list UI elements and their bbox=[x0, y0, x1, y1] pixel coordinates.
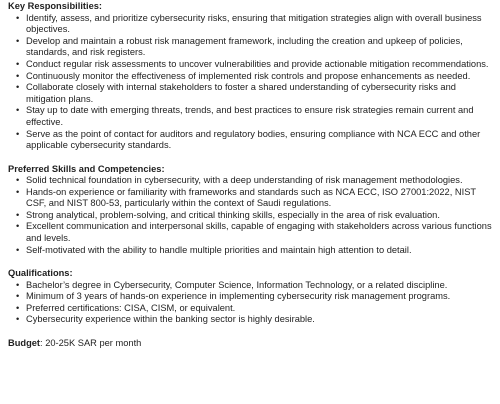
list-item: • Identify, assess, and prioritize cybersecurity risks, ensuring that mitigation strategies align with overall business objectives. bbox=[26, 13, 494, 36]
list-item: • Strong analytical, problem-solving, and critical thinking skills, especially in the area of risk evaluation. bbox=[26, 210, 494, 222]
list-item: • Preferred certifications: CISA, CISM, or equivalent. bbox=[26, 303, 494, 315]
list-item: • Hands-on experience or familiarity with frameworks and standards such as NCA ECC, ISO 27001:2022, NIST CSF, and NIST 800-53, particularly within the context of Saudi regulations. bbox=[26, 187, 494, 210]
list-item: • Develop and maintain a robust risk management framework, including the creation and upkeep of policies, standards, and risk registers. bbox=[26, 36, 494, 59]
responsibilities-list bbox=[8, 13, 494, 152]
list-item: • Solid technical foundation in cybersecurity, with a deep understanding of risk management methodologies. bbox=[26, 175, 494, 187]
section-heading: Preferred Skills and Competencies: bbox=[8, 163, 165, 174]
budget-label: Budget bbox=[8, 337, 41, 348]
spacer bbox=[8, 326, 494, 338]
section-heading: Key Responsibilities: bbox=[8, 1, 103, 11]
list-item: • Bachelor’s degree in Cybersecurity, Computer Science, Information Technology, or a related discipline. bbox=[26, 280, 494, 292]
list-item: • Serve as the point of contact for auditors and regulatory bodies, ensuring compliance with NCA ECC and other applicable cybersecurity standards. bbox=[26, 129, 494, 152]
section-heading: Qualifications: bbox=[8, 268, 73, 279]
list-item: • Continuously monitor the effectiveness of implemented risk controls and propose enhancements as needed. bbox=[26, 71, 494, 83]
qualifications-list bbox=[8, 280, 494, 326]
list-item: • Excellent communication and interpersonal skills, capable of engaging with stakeholders across various functions and levels. bbox=[26, 221, 494, 244]
section-key-responsibilities bbox=[8, 1, 494, 152]
spacer bbox=[8, 152, 494, 164]
spacer bbox=[8, 256, 494, 268]
list-item: • Self-motivated with the ability to handle multiple priorities and maintain high attention to detail. bbox=[26, 245, 494, 257]
budget-line bbox=[8, 338, 494, 350]
list-item: • Minimum of 3 years of hands-on experience in implementing cybersecurity risk management programs. bbox=[26, 291, 494, 303]
list-item: • Collaborate closely with internal stakeholders to foster a shared understanding of cybersecurity risks and mitigation plans. bbox=[26, 82, 494, 105]
section-preferred-skills bbox=[8, 164, 494, 257]
section-qualifications bbox=[8, 268, 494, 326]
list-item: • Cybersecurity experience within the banking sector is highly desirable. bbox=[26, 314, 494, 326]
budget-value: : 20-25K SAR per month bbox=[40, 337, 142, 348]
skills-list bbox=[8, 175, 494, 256]
list-item: • Conduct regular risk assessments to uncover vulnerabilities and provide actionable mitigation recommendations. bbox=[26, 59, 494, 71]
list-item: • Stay up to date with emerging threats, trends, and best practices to ensure risk strategies remain current and effective. bbox=[26, 105, 494, 128]
